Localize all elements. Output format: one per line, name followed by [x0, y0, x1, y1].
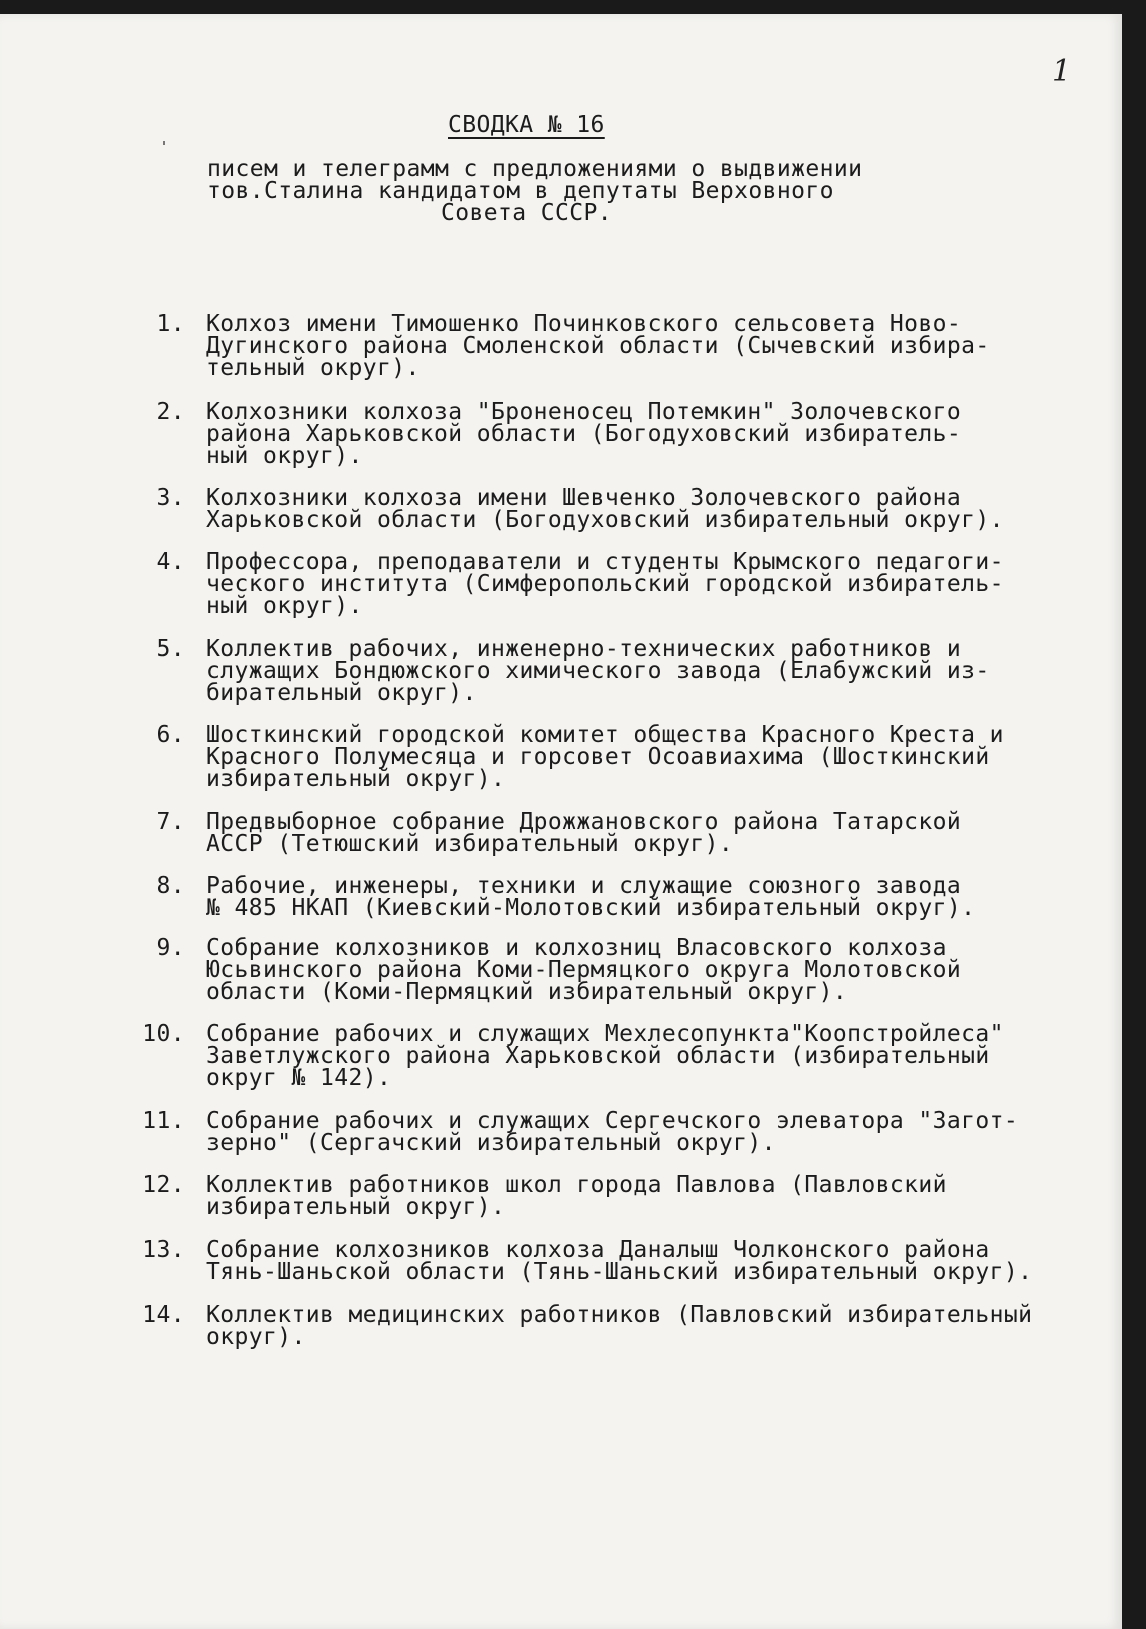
list-item-line: служащих Бондюжского химического завода (Елабужский из-: [206, 658, 990, 684]
list-item-line: Дугинского района Смоленской области (Сычевский избира-: [206, 333, 990, 359]
list-item-line: района Харьковской области (Богодуховский избиратель-: [206, 421, 962, 447]
list-item-line: № 485 НКАП (Киевский-Молотовский избирательный округ).: [206, 895, 976, 921]
document-subtitle: [0, 158, 1122, 268]
list-item-number: 4.: [156, 549, 185, 575]
list-item-line: Красного Полумесяца и горсовет Осоавиахима (Шосткинский: [206, 744, 990, 770]
list-item-line: Колхоз имени Тимошенко Починковского сельсовета Ново-: [206, 311, 962, 337]
list-item-line: Собрание рабочих и служащих Сергечского элеватора "Загот-: [206, 1108, 1019, 1134]
list-item-line: Собрание колхозников колхоза Даналыш Чолконского района: [206, 1237, 990, 1263]
list-item-line: округ № 142).: [206, 1065, 392, 1091]
list-item-line: Заветлужского района Харьковской области (избирательный: [206, 1043, 990, 1069]
list-item-line: избирательный округ).: [206, 766, 506, 792]
list-item-line: Собрание колхозников и колхозниц Власовского колхоза: [206, 935, 947, 961]
list-item-line: бирательный округ).: [206, 680, 477, 706]
list-item-text: [206, 1174, 947, 1218]
subtitle-line: тов.Сталина кандидатом в депутаты Верховного: [207, 178, 834, 204]
list-item-text: [206, 1304, 1032, 1348]
list-item-number: 5.: [156, 636, 185, 662]
list-item-line: АССР (Тетюшский избирательный округ).: [206, 831, 734, 857]
list-item-number: 12.: [142, 1172, 185, 1198]
list-item-text: [206, 937, 961, 1003]
list-item-line: Профессора, преподаватели и студенты Крымского педагоги-: [206, 549, 1004, 575]
list-item-line: ный округ).: [206, 593, 363, 619]
list-item-line: ческого института (Симферопольский городской избиратель-: [206, 571, 1004, 597]
stray-mark: [163, 141, 165, 145]
list-item-number: 7.: [156, 809, 185, 835]
list-item-line: Колхозники колхоза имени Шевченко Золочевского района: [206, 485, 962, 511]
list-item-number: 3.: [156, 485, 185, 511]
list-item-number: 14.: [142, 1302, 185, 1328]
list-item-line: Предвыборное собрание Дрожжановского района Татарской: [206, 809, 962, 835]
list-item-text: [206, 638, 990, 704]
list-item-line: Шосткинский городской комитет общества Красного Креста и: [206, 722, 1004, 748]
list-item-number: 1.: [156, 311, 185, 337]
list-item-text: [206, 313, 990, 379]
list-item-line: Колхозники колхоза "Броненосец Потемкин" Золочевского: [206, 399, 962, 425]
list-item-text: [206, 1110, 1018, 1154]
list-item-line: Собрание рабочих и служащих Мехлесопункта"Коопстройлеса": [206, 1021, 1004, 1047]
list-item-text: [206, 724, 1004, 790]
list-item-text: [206, 875, 975, 919]
list-item-text: [206, 401, 961, 467]
list-item-number: 13.: [142, 1237, 185, 1263]
list-item-text: [206, 811, 961, 855]
subtitle-line: Совета СССР.: [441, 200, 612, 226]
list-item-line: зерно" (Сергачский избирательный округ).: [206, 1130, 776, 1156]
list-item-number: 6.: [156, 722, 185, 748]
list-item-line: тельный округ).: [206, 355, 420, 381]
page-number: 1: [1052, 54, 1072, 89]
list-item-line: Коллектив медицинских работников (Павловский избирательный: [206, 1302, 1033, 1328]
list-item-text: [206, 1239, 1032, 1283]
list-item-line: избирательный округ).: [206, 1194, 506, 1220]
list-item-number: 11.: [142, 1108, 185, 1134]
list-item-text: [206, 487, 1004, 531]
list-item-line: округ).: [206, 1324, 306, 1350]
list-item-line: ный округ).: [206, 443, 363, 469]
list-item-line: Коллектив работников школ города Павлова (Павловский: [206, 1172, 947, 1198]
list-item-line: Харьковской области (Богодуховский избирательный округ).: [206, 507, 1004, 533]
list-item-line: Юсьвинского района Коми-Пермяцкого округа Молотовской: [206, 957, 962, 983]
list-item-number: 8.: [156, 873, 185, 899]
list-item-line: области (Коми-Пермяцкий избирательный округ).: [206, 979, 848, 1005]
list-item-number: 9.: [156, 935, 185, 961]
list-item-number: 10.: [142, 1021, 185, 1047]
list-item-text: [206, 551, 1004, 617]
list-item-number: 2.: [156, 399, 185, 425]
list-item-line: Тянь-Шаньской области (Тянь-Шаньский избирательный округ).: [206, 1259, 1033, 1285]
subtitle-line: писем и телеграмм с предложениями о выдвижении: [207, 156, 863, 182]
list-item-line: Коллектив рабочих, инженерно-технических работников и: [206, 636, 962, 662]
document-page: [0, 14, 1122, 1629]
list-item-text: [206, 1023, 1004, 1089]
document-title: СВОДКА № 16: [448, 112, 605, 138]
list-item-line: Рабочие, инженеры, техники и служащие союзного завода: [206, 873, 962, 899]
